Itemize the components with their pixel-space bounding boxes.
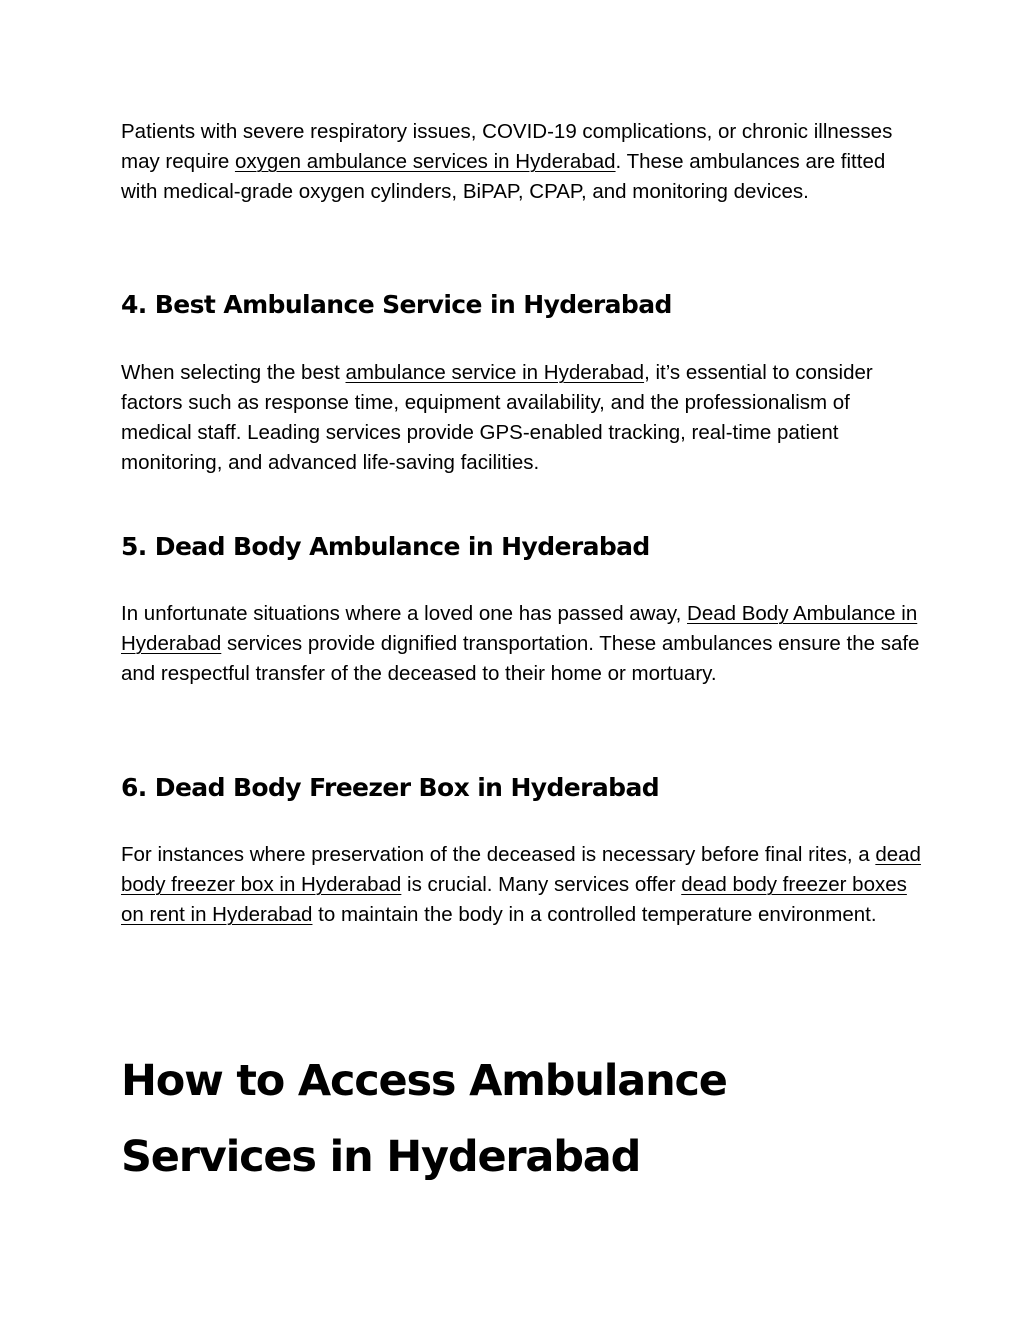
paragraph-text: , it’s essential to consider factors such as response time, equipment availability, and the professionalism of medical staff. Leading services provide GPS-enabled tracking, real-time patient monitoring, and advanced life-saving facilities. bbox=[121, 361, 873, 474]
link-oxygen-ambulance[interactable]: oxygen ambulance services in Hyderabad bbox=[234, 150, 616, 173]
paragraph-text: For instances where preservation of the deceased is necessary before final rites, a bbox=[121, 843, 876, 866]
heading-how-to-access-ambulance: How to Access Ambulance Services in Hyderabad bbox=[121, 1056, 727, 1182]
paragraph-text: services provide dignified transportation. These ambulances ensure the safe and respectful transfer of the deceased to their home or mortuary. bbox=[121, 632, 920, 685]
link-freezer-boxes-on-rent[interactable]: dead body freezer boxes on rent in Hyderabad bbox=[121, 873, 907, 926]
paragraph-text: Patients with severe respiratory issues, COVID-19 complications, or chronic illnesses may require bbox=[121, 120, 893, 173]
link-dead-body-freezer-box[interactable]: dead body freezer box in Hyderabad bbox=[121, 843, 921, 896]
link-ambulance-service[interactable]: ambulance service in Hyderabad bbox=[345, 361, 645, 384]
paragraph-dead-body-freezer-box bbox=[121, 840, 921, 930]
paragraph-best-ambulance-service bbox=[121, 358, 921, 478]
heading-dead-body-freezer-box: 6. Dead Body Freezer Box in Hyderabad bbox=[121, 773, 660, 802]
heading-dead-body-ambulance: 5. Dead Body Ambulance in Hyderabad bbox=[121, 532, 650, 561]
heading-best-ambulance-service: 4. Best Ambulance Service in Hyderabad bbox=[121, 290, 672, 319]
paragraph-text: is crucial. Many services offer bbox=[401, 873, 682, 896]
paragraph-text: to maintain the body in a controlled temperature environment. bbox=[312, 903, 877, 926]
paragraph-dead-body-ambulance bbox=[121, 599, 921, 689]
paragraph-text: . These ambulances are fitted with medical-grade oxygen cylinders, BiPAP, CPAP, and monitoring devices. bbox=[121, 150, 886, 203]
paragraph-text: When selecting the best bbox=[121, 361, 346, 384]
link-dead-body-ambulance[interactable]: Dead Body Ambulance in Hyderabad bbox=[121, 602, 918, 655]
paragraph-oxygen-ambulance bbox=[121, 117, 921, 207]
paragraph-text: In unfortunate situations where a loved one has passed away, bbox=[121, 602, 688, 625]
